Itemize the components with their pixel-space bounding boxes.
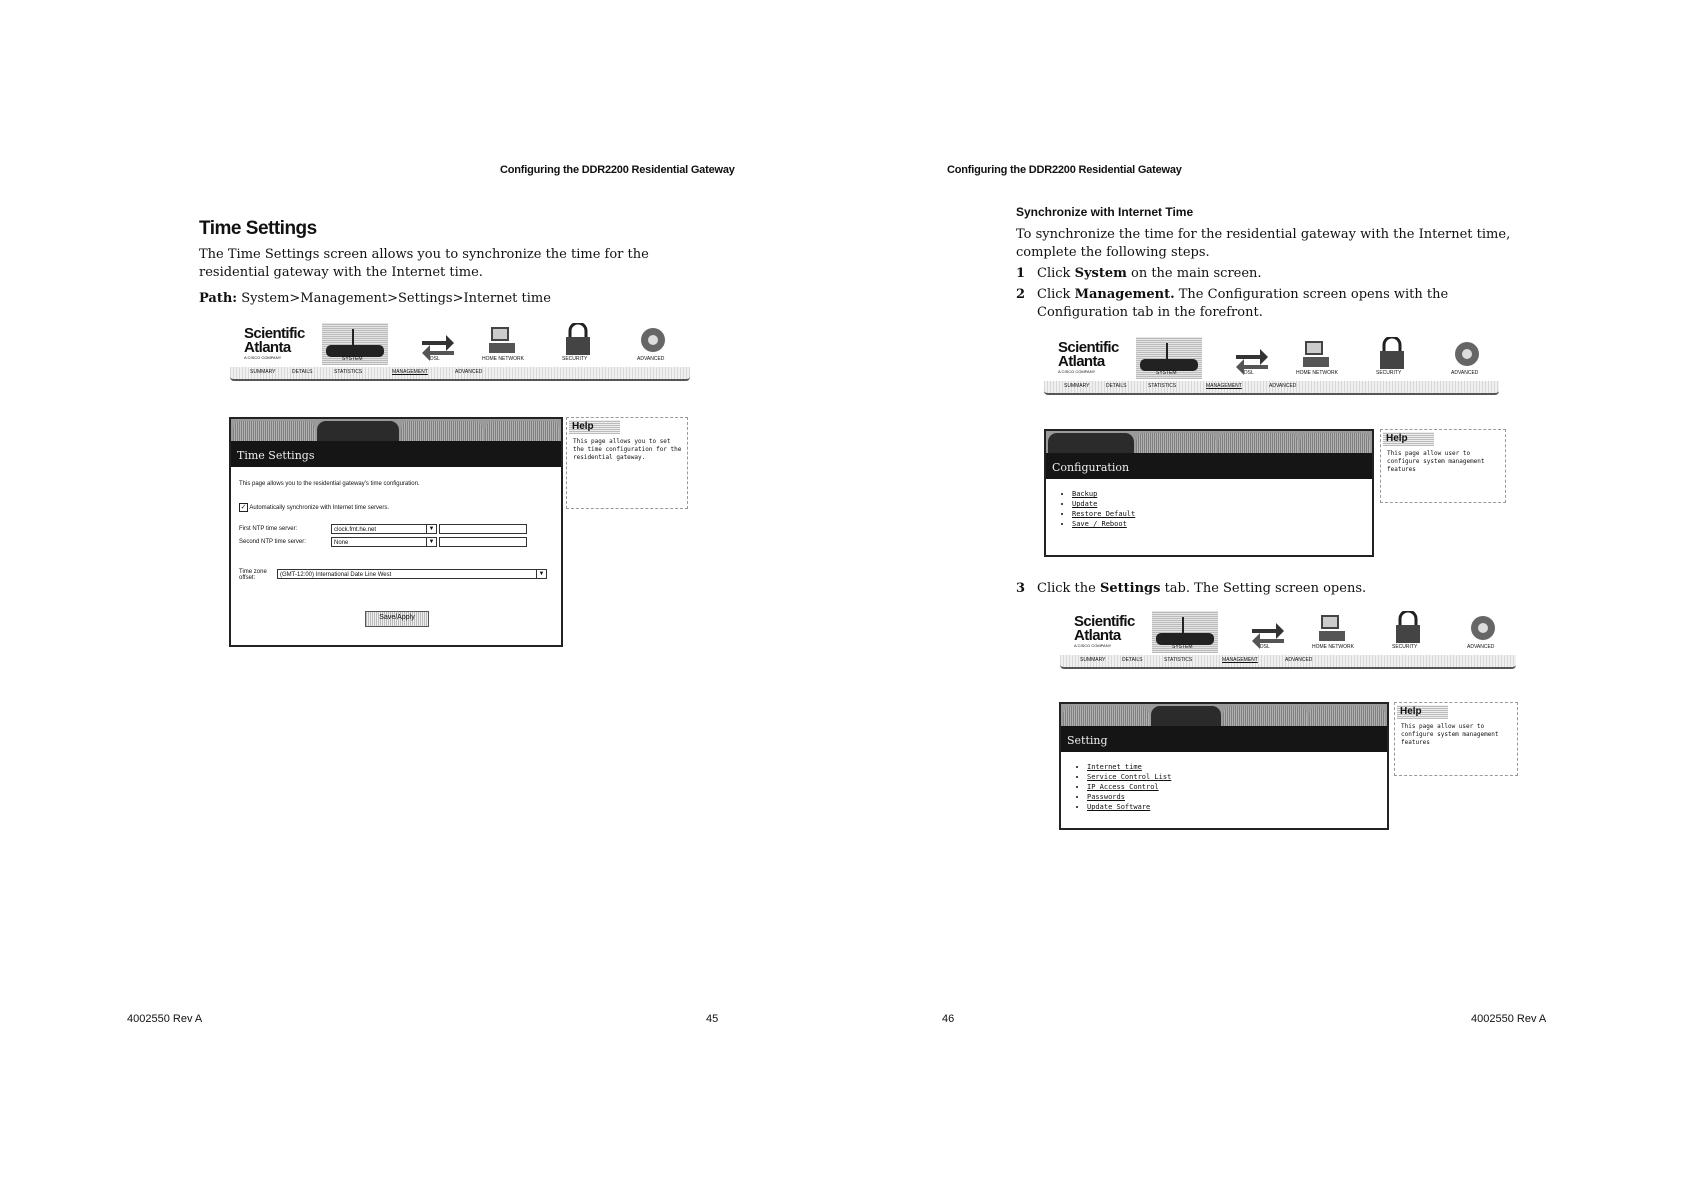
scientific-atlanta-logo: Scientific Atlanta A CISCO COMPANY — [244, 325, 305, 360]
left-footer-doc: 4002550 Rev A — [127, 1013, 203, 1025]
path-value: System>Management>Settings>Internet time — [241, 291, 551, 306]
home-network-icon[interactable] — [485, 323, 521, 357]
path-label: Path: — [199, 291, 238, 306]
help-box — [1394, 702, 1518, 776]
help-text: This page allow user to configure system management features — [1401, 723, 1499, 746]
link-restore-default[interactable]: • Restore Default — [1072, 509, 1135, 519]
auto-sync-checkbox[interactable]: ✓ — [240, 504, 247, 511]
subtab-bar — [1044, 381, 1499, 395]
help-box — [1380, 429, 1506, 503]
right-intro: To synchronize the time for the residential gateway with the Internet time, complete the following steps. — [1016, 227, 1511, 260]
time-zone-label: Time zone offset: — [239, 569, 267, 581]
help-title: Help — [569, 420, 620, 434]
scientific-atlanta-logo: Scientific Atlanta A CISCO COMPANY — [1074, 613, 1135, 648]
right-page-number: 46 — [942, 1013, 955, 1025]
nav-security-label: SECURITY — [1376, 370, 1402, 376]
help-text: This page allows you to set the time configuration for the residential gateway. — [573, 438, 682, 461]
left-running-header: Configuring the DDR2200 Residential Gateway — [500, 164, 735, 176]
section-subheading: Synchronize with Internet Time — [1016, 205, 1194, 219]
time-settings-panel — [229, 417, 563, 647]
tab-other[interactable] — [1218, 433, 1298, 453]
advanced-gear-icon[interactable] — [635, 323, 671, 357]
tab-settings[interactable] — [1151, 706, 1221, 726]
nav-home-network-label: HOME NETWORK — [482, 356, 524, 362]
scientific-atlanta-logo: Scientific Atlanta A CISCO COMPANY — [1058, 339, 1119, 374]
panel-title: Setting — [1061, 726, 1387, 752]
panel-tabs — [1046, 431, 1372, 453]
second-ntp-custom-input[interactable] — [439, 537, 527, 547]
subtab-bar — [1060, 655, 1516, 669]
panel-title: Configuration — [1046, 453, 1372, 479]
subtab-advanced[interactable]: ADVANCED — [1285, 657, 1313, 663]
advanced-gear-icon[interactable] — [1465, 611, 1501, 645]
subtab-summary[interactable]: SUMMARY — [1064, 383, 1090, 389]
link-update-software[interactable]: • Update Software — [1087, 802, 1171, 812]
link-backup[interactable]: • Backup — [1072, 489, 1135, 499]
security-lock-icon[interactable] — [1374, 337, 1410, 371]
tab-other[interactable] — [1223, 706, 1307, 726]
security-lock-icon[interactable] — [1390, 611, 1426, 645]
gateway-header — [230, 323, 690, 383]
tab-settings[interactable] — [317, 421, 399, 441]
first-ntp-custom-input[interactable] — [439, 524, 527, 534]
nav-dsl-label: DSL — [430, 356, 440, 362]
auto-sync-label: Automatically synchronize with Internet time servers. — [249, 505, 390, 511]
subtab-advanced[interactable]: ADVANCED — [455, 369, 483, 375]
page-heading: Time Settings — [199, 218, 317, 239]
step-1: 1 Click System on the main screen. — [1016, 266, 1262, 281]
chevron-down-icon: ▼ — [426, 538, 436, 546]
configuration-panel — [1044, 429, 1374, 557]
link-update[interactable]: • Update — [1072, 499, 1135, 509]
subtab-statistics[interactable]: STATISTICS — [1148, 383, 1177, 389]
save-apply-button[interactable]: Save/Apply — [365, 611, 429, 627]
step-2: 2 Click Management. The Configuration screen opens with the Configuration tab in the forefront. — [1016, 287, 1449, 320]
first-ntp-label: First NTP time server: — [239, 526, 298, 532]
time-zone-select[interactable]: (GMT-12:00) International Date Line West ▼ — [277, 569, 547, 579]
chevron-down-icon: ▼ — [536, 570, 546, 578]
nav-advanced-label: ADVANCED — [1467, 644, 1495, 650]
configuration-links — [1060, 489, 1135, 529]
security-lock-icon[interactable] — [560, 323, 596, 357]
setting-links — [1075, 762, 1171, 812]
setting-panel — [1059, 702, 1389, 830]
advanced-gear-icon[interactable] — [1449, 337, 1485, 371]
second-ntp-select[interactable]: None ▼ — [331, 537, 437, 547]
step-3: 3 Click the Settings tab. The Setting screen opens. — [1016, 581, 1367, 596]
subtab-management[interactable]: MANAGEMENT — [392, 369, 428, 375]
link-service-control-list[interactable]: • Service Control List — [1087, 772, 1171, 782]
tab-settings[interactable] — [1136, 433, 1216, 453]
subtab-statistics[interactable]: STATISTICS — [334, 369, 363, 375]
link-ip-access-control[interactable]: • IP Access Control — [1087, 782, 1171, 792]
tab-configuration[interactable] — [1048, 433, 1134, 453]
first-ntp-select[interactable]: clock.fmt.he.net ▼ — [331, 524, 437, 534]
nav-security-label: SECURITY — [562, 356, 588, 362]
nav-advanced-label: ADVANCED — [637, 356, 665, 362]
panel-tabs — [231, 419, 561, 441]
panel-tabs — [1061, 704, 1387, 726]
tab-other[interactable] — [401, 421, 483, 441]
home-network-icon[interactable] — [1315, 611, 1351, 645]
subtab-summary[interactable]: SUMMARY — [1080, 657, 1106, 663]
link-internet-time[interactable]: • Internet time — [1087, 762, 1171, 772]
link-passwords[interactable]: • Passwords — [1087, 792, 1171, 802]
right-running-header: Configuring the DDR2200 Residential Gateway — [947, 164, 1182, 176]
left-page-number: 45 — [706, 1013, 719, 1025]
subtab-details[interactable]: DETAILS — [292, 369, 313, 375]
tab-more[interactable] — [1300, 433, 1370, 453]
subtab-management[interactable]: MANAGEMENT — [1206, 383, 1242, 389]
nav-system-label: SYSTEM — [1156, 370, 1177, 376]
tab-more[interactable] — [1309, 706, 1385, 726]
help-box — [566, 417, 688, 509]
gateway-header — [1044, 337, 1499, 397]
tab-more[interactable] — [485, 421, 559, 441]
help-title: Help — [1383, 432, 1434, 446]
subtab-advanced[interactable]: ADVANCED — [1269, 383, 1297, 389]
link-save-reboot[interactable]: • Save / Reboot — [1072, 519, 1135, 529]
nav-system-label: SYSTEM — [1172, 644, 1193, 650]
subtab-details[interactable]: DETAILS — [1106, 383, 1127, 389]
nav-home-network-label: HOME NETWORK — [1296, 370, 1338, 376]
subtab-details[interactable]: DETAILS — [1122, 657, 1143, 663]
panel-title: Time Settings — [231, 441, 561, 467]
help-title: Help — [1397, 705, 1448, 719]
auto-sync-row — [239, 503, 389, 512]
nav-security-label: SECURITY — [1392, 644, 1418, 650]
home-network-icon[interactable] — [1299, 337, 1335, 371]
second-ntp-label: Second NTP time server: — [239, 539, 306, 545]
nav-system-label: SYSTEM — [342, 356, 363, 362]
subtab-summary[interactable]: SUMMARY — [250, 369, 276, 375]
subtab-management[interactable]: MANAGEMENT — [1222, 657, 1258, 663]
intro-paragraph: The Time Settings screen allows you to synchronize the time for the residential gateway with the Internet time. — [199, 247, 649, 280]
subtab-statistics[interactable]: STATISTICS — [1164, 657, 1193, 663]
gateway-header — [1060, 611, 1516, 671]
path-line — [199, 290, 551, 308]
help-text: This page allow user to configure system management features — [1387, 450, 1485, 473]
panel-description: This page allows you to the residential gateway's time configuration. — [239, 481, 420, 487]
chevron-down-icon: ▼ — [426, 525, 436, 533]
right-footer-doc: 4002550 Rev A — [1471, 1013, 1547, 1025]
nav-home-network-label: HOME NETWORK — [1312, 644, 1354, 650]
tab-configuration[interactable] — [233, 421, 315, 441]
subtab-bar — [230, 367, 690, 381]
nav-dsl-label: DSL — [1244, 370, 1254, 376]
tab-configuration[interactable] — [1063, 706, 1149, 726]
nav-advanced-label: ADVANCED — [1451, 370, 1479, 376]
nav-dsl-label: DSL — [1260, 644, 1270, 650]
